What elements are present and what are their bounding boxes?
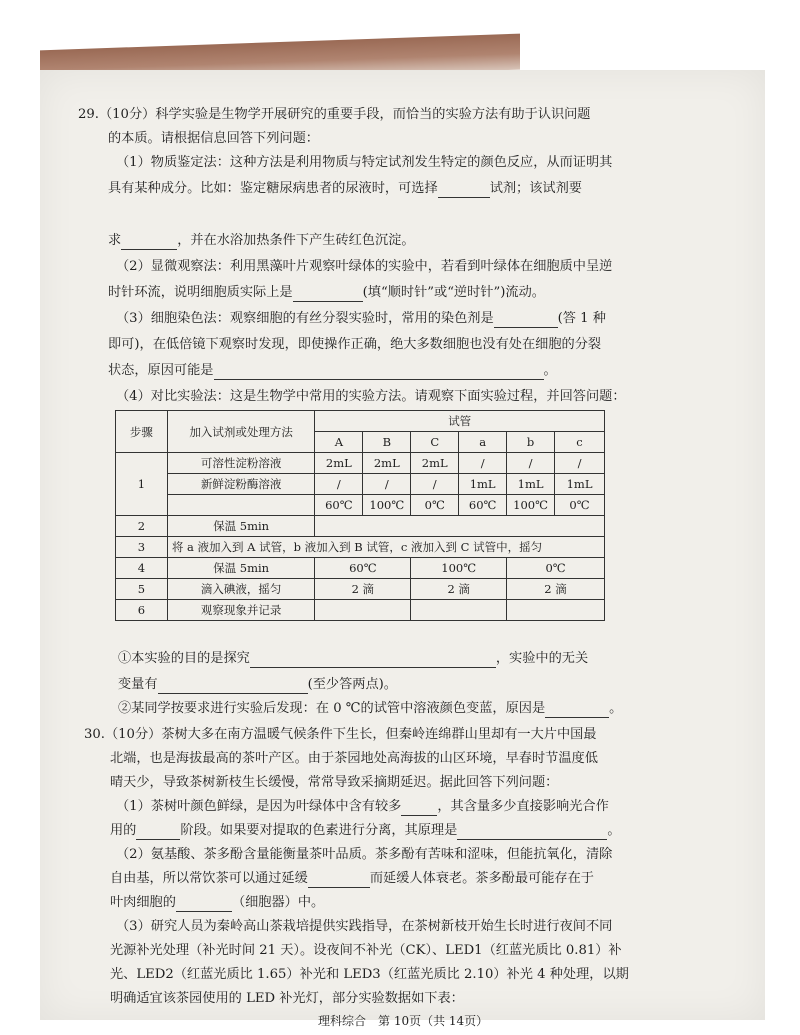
answer-blank[interactable] [438,183,490,198]
experiment-table [115,410,605,621]
q29-sub1d: (至少答两点)。 [307,677,397,692]
q30-line-5 [110,822,621,840]
q30-line-11: 光、LED2（红蓝光质比 1.65）补光和 LED3（红蓝光质比 2.10）补光 4 种处理，以期 [110,967,629,982]
table-cell: 2 滴 [315,579,411,600]
table-cell: 60℃ [315,558,411,579]
q29-line-7 [108,284,545,302]
q30-line-8 [110,894,324,912]
q29-sub2 [118,700,622,718]
q29-line-10-end: 。 [543,363,557,378]
q29-sub2b: 。 [609,701,623,716]
answer-blank[interactable] [176,897,232,912]
q30-line-4a: （1）茶树叶颜色鲜绿，是因为叶绿体中含有较多 [116,799,402,814]
method-cell: 将 a 液加入到 A 试管，b 液加入到 B 试管，c 液加入到 C 试管中，摇匀 [167,537,604,558]
method-cell: 保温 5min [167,558,315,579]
method-cell: 保温 5min [167,516,315,537]
q29-line-11: （4）对比实验法：这是生物学中常用的实验方法。请观察下面实验过程，并回答问题： [116,389,626,404]
q29-line-8b: (答 1 种 [557,311,606,326]
q30-line-12: 明确适宜该茶园使用的 LED 补光灯，部分实验数据如下表： [110,991,464,1006]
q29-line-10a: 状态，原因可能是 [108,363,214,378]
q29-sub1a: ①本实验的目的是探究 [118,651,250,666]
q29-line-1: 29.（10分）科学实验是生物学开展研究的重要手段，而恰当的实验方法有助于认识问题 [78,107,591,122]
method-cell: 新鲜淀粉酶溶液 [167,474,315,495]
table-cell: 2mL [411,453,459,474]
header-tubes: 试管 [315,411,605,432]
table-cell: 0℃ [555,495,605,516]
q29-line-3: （1）物质鉴定法：这种方法是利用物质与特定试剂发生特定的颜色反应，从而证明其 [116,155,613,170]
table-cell: / [363,474,411,495]
q29-line-5 [108,232,415,250]
q30-line-8a: 叶肉细胞的 [110,895,176,910]
table-cell: 0℃ [507,558,605,579]
table-cell [315,600,411,621]
method-cell: 可溶性淀粉溶液 [167,453,315,474]
table-cell: 0℃ [411,495,459,516]
table-cell: 100℃ [507,495,555,516]
table-cell: 100℃ [363,495,411,516]
method-cell [167,495,315,516]
table-cell [411,600,507,621]
q30-line-2: 北端，也是海拔最高的茶叶产区。由于茶园地处高海拔的山区环境，早春时节温度低 [110,751,598,766]
q29-line-9: 即可)，在低倍镜下观察时发现，即使操作正确，绝大多数细胞也没有处在细胞的分裂 [108,337,602,352]
answer-blank[interactable] [545,703,609,718]
q30-line-4 [116,798,609,816]
q30-line-8b: （细胞器）中。 [231,895,325,910]
answer-blank[interactable] [250,653,496,668]
table-cell: 2 滴 [411,579,507,600]
table-cell: 100℃ [411,558,507,579]
table-cell: 2 滴 [507,579,605,600]
tube-name: a [459,432,507,453]
method-cell: 滴入碘液，摇匀 [167,579,315,600]
tube-name: c [555,432,605,453]
q30-line-10: 光源补光处理（补光时间 21 天）。设夜间不补光（CK）、LED1（红蓝光质比 0.81）补 [110,943,622,958]
table-cell: 1mL [459,474,507,495]
table-cell: / [459,453,507,474]
q29-line-4a: 具有某种成分。比如：鉴定糖尿病患者的尿液时，可选择 [108,181,438,196]
q29-line-10 [108,362,557,380]
step-number: 6 [116,600,168,621]
q29-line-7b: (填“顺时针”或“逆时针”)流动。 [362,285,545,300]
table-cell: / [315,474,363,495]
q29-line-4 [108,180,582,198]
answer-blank[interactable] [158,679,308,694]
method-cell: 观察现象并记录 [167,600,315,621]
q30-line-5a: 用的 [110,823,137,838]
table-cell: 2mL [315,453,363,474]
table-cell: 60℃ [459,495,507,516]
q29-line-8 [116,310,606,328]
q30-line-4b: ，其含量多少直接影响光合作 [437,799,609,814]
answer-blank[interactable] [293,287,363,302]
step-number: 4 [116,558,168,579]
answer-blank[interactable] [457,825,607,840]
answer-blank[interactable] [308,873,370,888]
answer-blank[interactable] [214,365,544,380]
q29-sub2a: ②某同学按要求进行实验后发现：在 0 ℃的试管中溶液颜色变蓝，原因是 [118,701,546,716]
header-step: 步骤 [116,411,168,453]
q29-line-8a: （3）细胞染色法：观察细胞的有丝分裂实验时，常用的染色剂是 [116,311,494,326]
step-number: 2 [116,516,168,537]
q30-line-6: （2）氨基酸、茶多酚含量能衡量茶叶品质。茶多酚有苦味和涩味，但能抗氧化，清除 [116,847,613,862]
q30-line-3: 晴天少，导致茶树新枝生长缓慢，常常导致采摘期延迟。据此回答下列问题： [110,775,559,790]
q29-line-2: 的本质。请根据信息回答下列问题： [108,131,319,146]
table-cell: 2mL [363,453,411,474]
q30-line-5b: 阶段。如果要对提取的色素进行分离，其原理是 [180,823,458,838]
tube-name: A [315,432,363,453]
table-cell [315,516,605,537]
tube-name: C [411,432,459,453]
q29-line-5b: ，并在水浴加热条件下产生砖红色沉淀。 [177,233,415,248]
table-cell: 1mL [507,474,555,495]
answer-blank[interactable] [136,825,180,840]
q29-line-6: （2）显微观察法：利用黑藻叶片观察叶绿体的实验中，若看到叶绿体在细胞质中呈逆 [116,259,613,274]
table-cell: 1mL [555,474,605,495]
q30-line-7b: 而延缓人体衰老。茶多酚最可能存在于 [369,871,594,886]
step-number: 1 [116,453,168,516]
table-cell: / [555,453,605,474]
page-footer: 理科综合 第 10页（共 14页） [318,1014,489,1028]
q29-sub1b: ，实验中的无关 [495,651,589,666]
q29-line-5a: 求 [108,233,122,248]
step-number: 5 [116,579,168,600]
q29-sub1 [118,650,588,668]
table-cell: / [507,453,555,474]
table-cell [507,600,605,621]
q30-line-1: 30.（10分）茶树大多在南方温暖气候条件下生长，但秦岭连绵群山里却有一大片中国最 [84,727,597,742]
answer-blank[interactable] [121,235,177,250]
answer-blank[interactable] [494,313,558,328]
tube-name: b [507,432,555,453]
q29-sub1c: 变量有 [118,677,158,692]
step-number: 3 [116,537,168,558]
q29-sub1-cont [118,676,397,694]
answer-blank[interactable] [401,801,437,816]
q29-line-7a: 时针环流，说明细胞质实际上是 [108,285,293,300]
header-method: 加入试剂或处理方法 [167,411,315,453]
table-cell: 60℃ [315,495,363,516]
q30-line-5c: 。 [607,823,621,838]
q30-line-7a: 自由基，所以常饮茶可以通过延缓 [110,871,308,886]
tube-name: B [363,432,411,453]
q29-line-4b: 试剂；该试剂要 [489,181,582,196]
q30-line-9: （3）研究人员为秦岭高山茶栽培提供实践指导，在茶树新枝开始生长时进行夜间不同 [116,919,613,934]
table-cell: / [411,474,459,495]
q30-line-7 [110,870,594,888]
